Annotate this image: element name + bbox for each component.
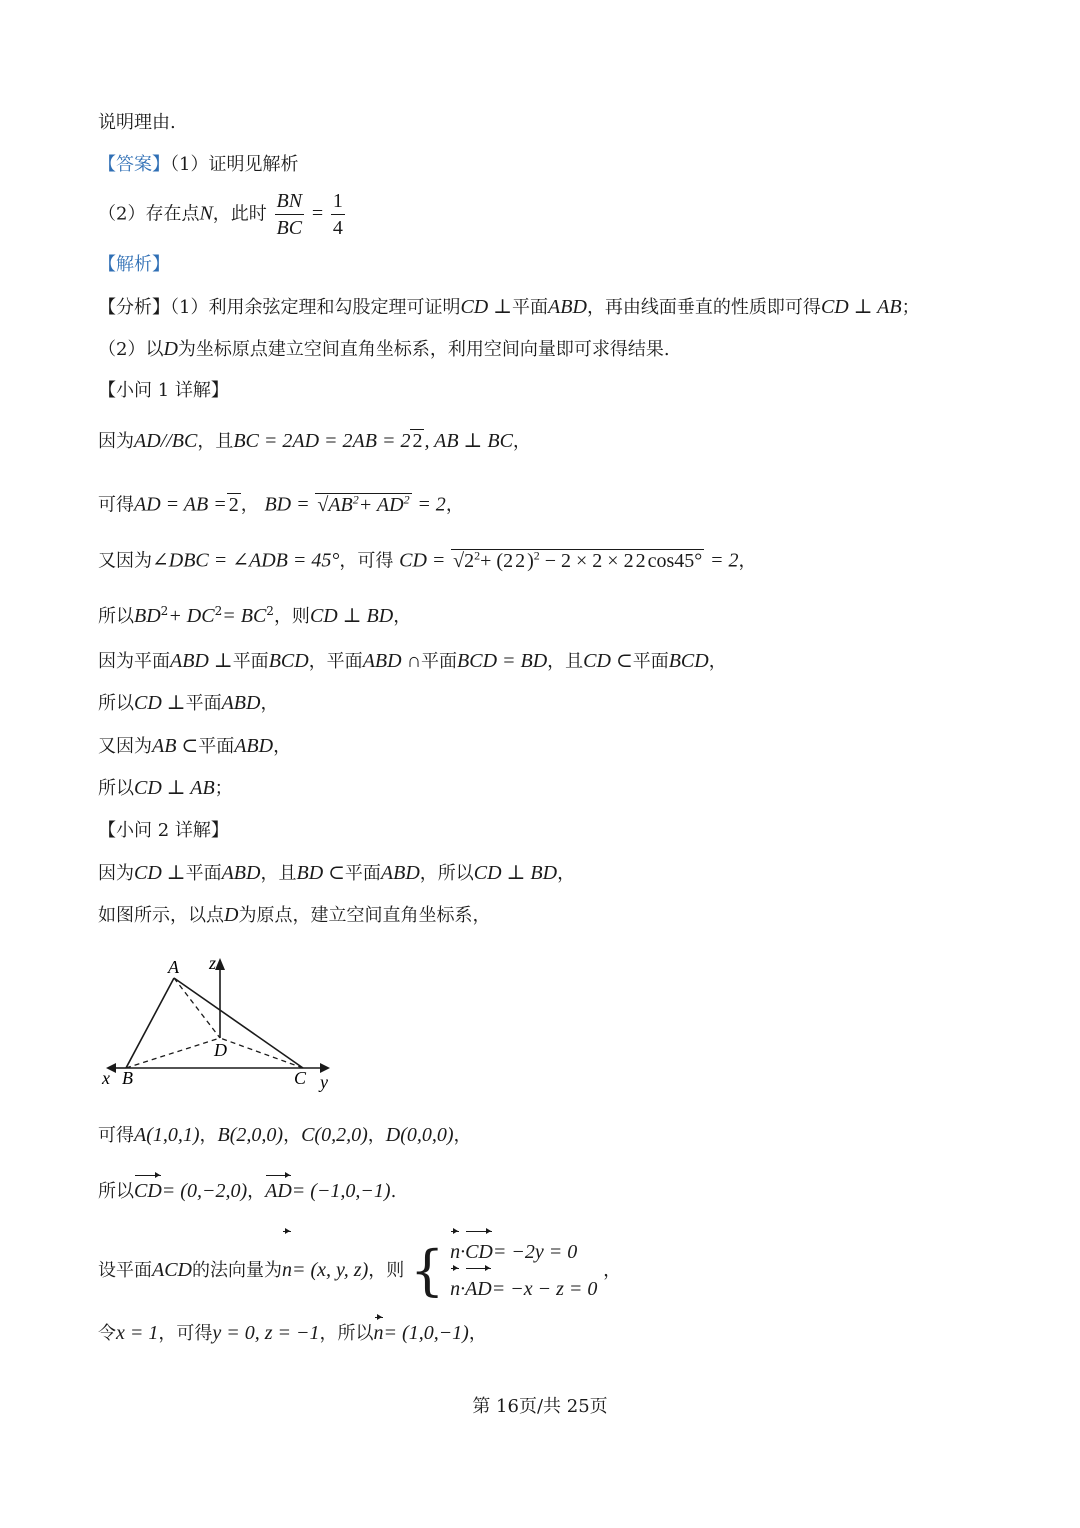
edge-ad-dashed <box>174 978 220 1038</box>
fraction: $\frac{1}{4}$ <box>332 190 343 239</box>
answer-line-2: （2）存在点N，此时 $\frac{BN}{BC}$ = $\frac{1}{4}$ <box>98 190 343 239</box>
solution-1-line-4: 所以$BD^2+ DC^2= BC^2$，则CD ⊥ BD， <box>98 604 412 627</box>
edge-cd-dashed <box>220 1038 303 1068</box>
analysis-line-1: 【分析】（1）利用余弦定理和勾股定理可证明CD ⊥平面ABD，再由线面垂直的性质即可得CD ⊥ AB； <box>98 296 920 318</box>
subquestion-1-tag: 【小问 1 详解】 <box>98 380 229 401</box>
solution-2-line-1: 因为CD ⊥平面ABD，且BD ⊂平面ABD，所以CD ⊥ BD， <box>98 862 576 884</box>
analysis-line-2: （2）以D为坐标原点建立空间直角坐标系，利用空间向量即可求得结果. <box>98 338 670 360</box>
coordinate-figure <box>98 950 348 1095</box>
solution-2-line-4: 所以CD= (0,−2,0)，AD= (−1,0,−1). <box>98 1180 397 1202</box>
label-x: x <box>102 1068 110 1088</box>
subquestion-2-tag: 【小问 2 详解】 <box>98 820 229 841</box>
solution-2-line-3: 可得A(1,0,1)，B(2,0,0)，C(0,2,0)，D(0,0,0)， <box>98 1124 472 1146</box>
label-d: D <box>214 1040 227 1060</box>
edge-ac <box>174 978 303 1068</box>
equation-system: { n·CD= −2y = 0 n·AD= −x − z = 0 <box>410 1234 597 1308</box>
analysis-tag-line: 【解析】 <box>98 254 170 275</box>
solution-1-line-8: 所以CD ⊥ AB； <box>98 777 233 799</box>
answer-tag: 【答案】 <box>98 154 170 175</box>
solution-2-line-6: 令x = 1，可得y = 0, z = −1，所以n= (1,0,−1)， <box>98 1322 487 1344</box>
solution-2-line-5: 设平面ACD的法向量为n= (x, y, z)，则 { n·CD= −2y = 0 n·AD= −x − z = 0 ， <box>98 1234 621 1308</box>
fraction: $\frac{BN}{BC}$ <box>276 190 303 239</box>
solution-1-line-1: 因为AD//BC，且BC = 2AD = 2AB = 2 2 , AB ⊥ BC， <box>98 430 531 452</box>
label-y: y <box>320 1072 328 1092</box>
solution-2-line-2: 如图所示，以点D为原点，建立空间直角坐标系， <box>98 904 491 926</box>
edge-ab <box>126 978 174 1068</box>
text-line: 说明理由. <box>98 112 176 133</box>
page-footer: 第 16页/共 25页 <box>472 1396 608 1417</box>
solution-1-line-2: 可得AD = AB = 2 ， BD = $√AB^2+ AD^2 = 2$， <box>98 492 464 516</box>
answer-line-1: 【答案】（1）证明见解析 <box>98 154 299 175</box>
label-b: B <box>122 1068 133 1088</box>
label-z: z <box>209 953 217 973</box>
label-a: A <box>168 957 179 977</box>
solution-1-line-3: 又因为∠DBC = ∠ADB = 45°，可得 CD = $√2^2+ (2$ 2 )$^2$ − 2 × 2 × 2 2 cos45° = 2， <box>98 548 757 572</box>
label-c: C <box>294 1068 307 1088</box>
solution-1-line-6: 所以CD ⊥平面ABD， <box>98 692 279 714</box>
solution-1-line-7: 又因为AB ⊂平面ABD， <box>98 735 292 757</box>
solution-1-line-5: 因为平面ABD ⊥平面BCD，平面ABD ∩平面BCD = BD，且CD ⊂平面BCD， <box>98 650 727 672</box>
z-axis-arrow <box>215 958 225 970</box>
